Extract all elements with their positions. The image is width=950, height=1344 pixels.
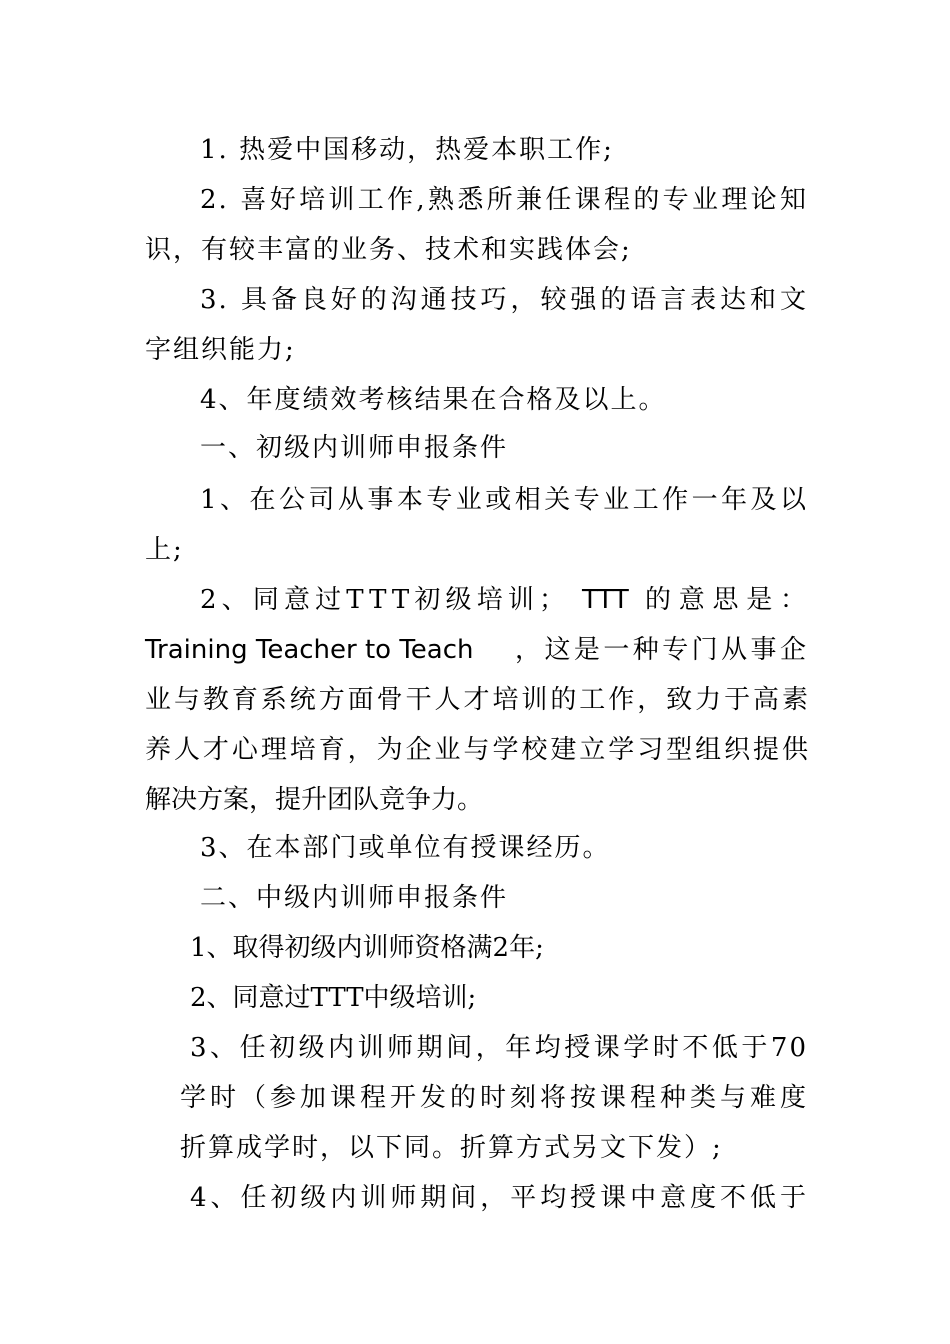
section-heading: 二、中级内训师申报条件 — [200, 883, 509, 913]
text-line-ttt: TTT — [582, 585, 629, 615]
text-line: 的意思是： — [645, 585, 808, 615]
text-line: 2. 喜好培训工作,熟悉所兼任课程的专业理论知 — [200, 185, 808, 215]
text-line: 养人才心理培育，为企业与学校建立学习型组织提供 — [145, 735, 808, 765]
text-line: 折算成学时，以下同。折算方式另文下发）; — [180, 1133, 723, 1163]
text-line: 1、取得初级内训师资格满2年; — [190, 933, 544, 963]
text-line: 4、年度绩效考核结果在合格及以上。 — [200, 385, 667, 415]
text-line: 上; — [145, 535, 184, 565]
text-line: 字组织能力; — [145, 335, 296, 365]
text-line: 解决方案，提升团队竞争力。 — [145, 785, 484, 815]
text-line: 1. 热爱中国移动，热爱本职工作; — [200, 135, 614, 165]
text-line-english-term: Training Teacher to Teach — [145, 635, 474, 665]
section-heading: 一、初级内训师申报条件 — [200, 433, 509, 463]
text-line: 3、任初级内训师期间，年均授课学时不低于70 — [190, 1033, 808, 1063]
text-line: 3. 具备良好的沟通技巧，较强的语言表达和文 — [200, 285, 808, 315]
text-line: 2、同意过TTT初级培训； — [200, 585, 570, 615]
text-line: 学时（参加课程开发的时刻将按课程种类与难度 — [180, 1083, 808, 1113]
text-line: 3、在本部门或单位有授课经历。 — [200, 833, 611, 863]
text-line: 1、在公司从事本专业或相关专业工作一年及以 — [200, 485, 808, 515]
text-line: ，这是一种专门从事企 — [515, 635, 808, 665]
text-line: 4、任初级内训师期间，平均授课中意度不低于 — [190, 1183, 808, 1213]
text-line: 业与教育系统方面骨干人才培训的工作，致力于高素 — [145, 685, 808, 715]
text-line: 识，有较丰富的业务、技术和实践体会; — [145, 235, 632, 265]
text-line: 2、同意过TTT中级培训; — [190, 983, 477, 1013]
